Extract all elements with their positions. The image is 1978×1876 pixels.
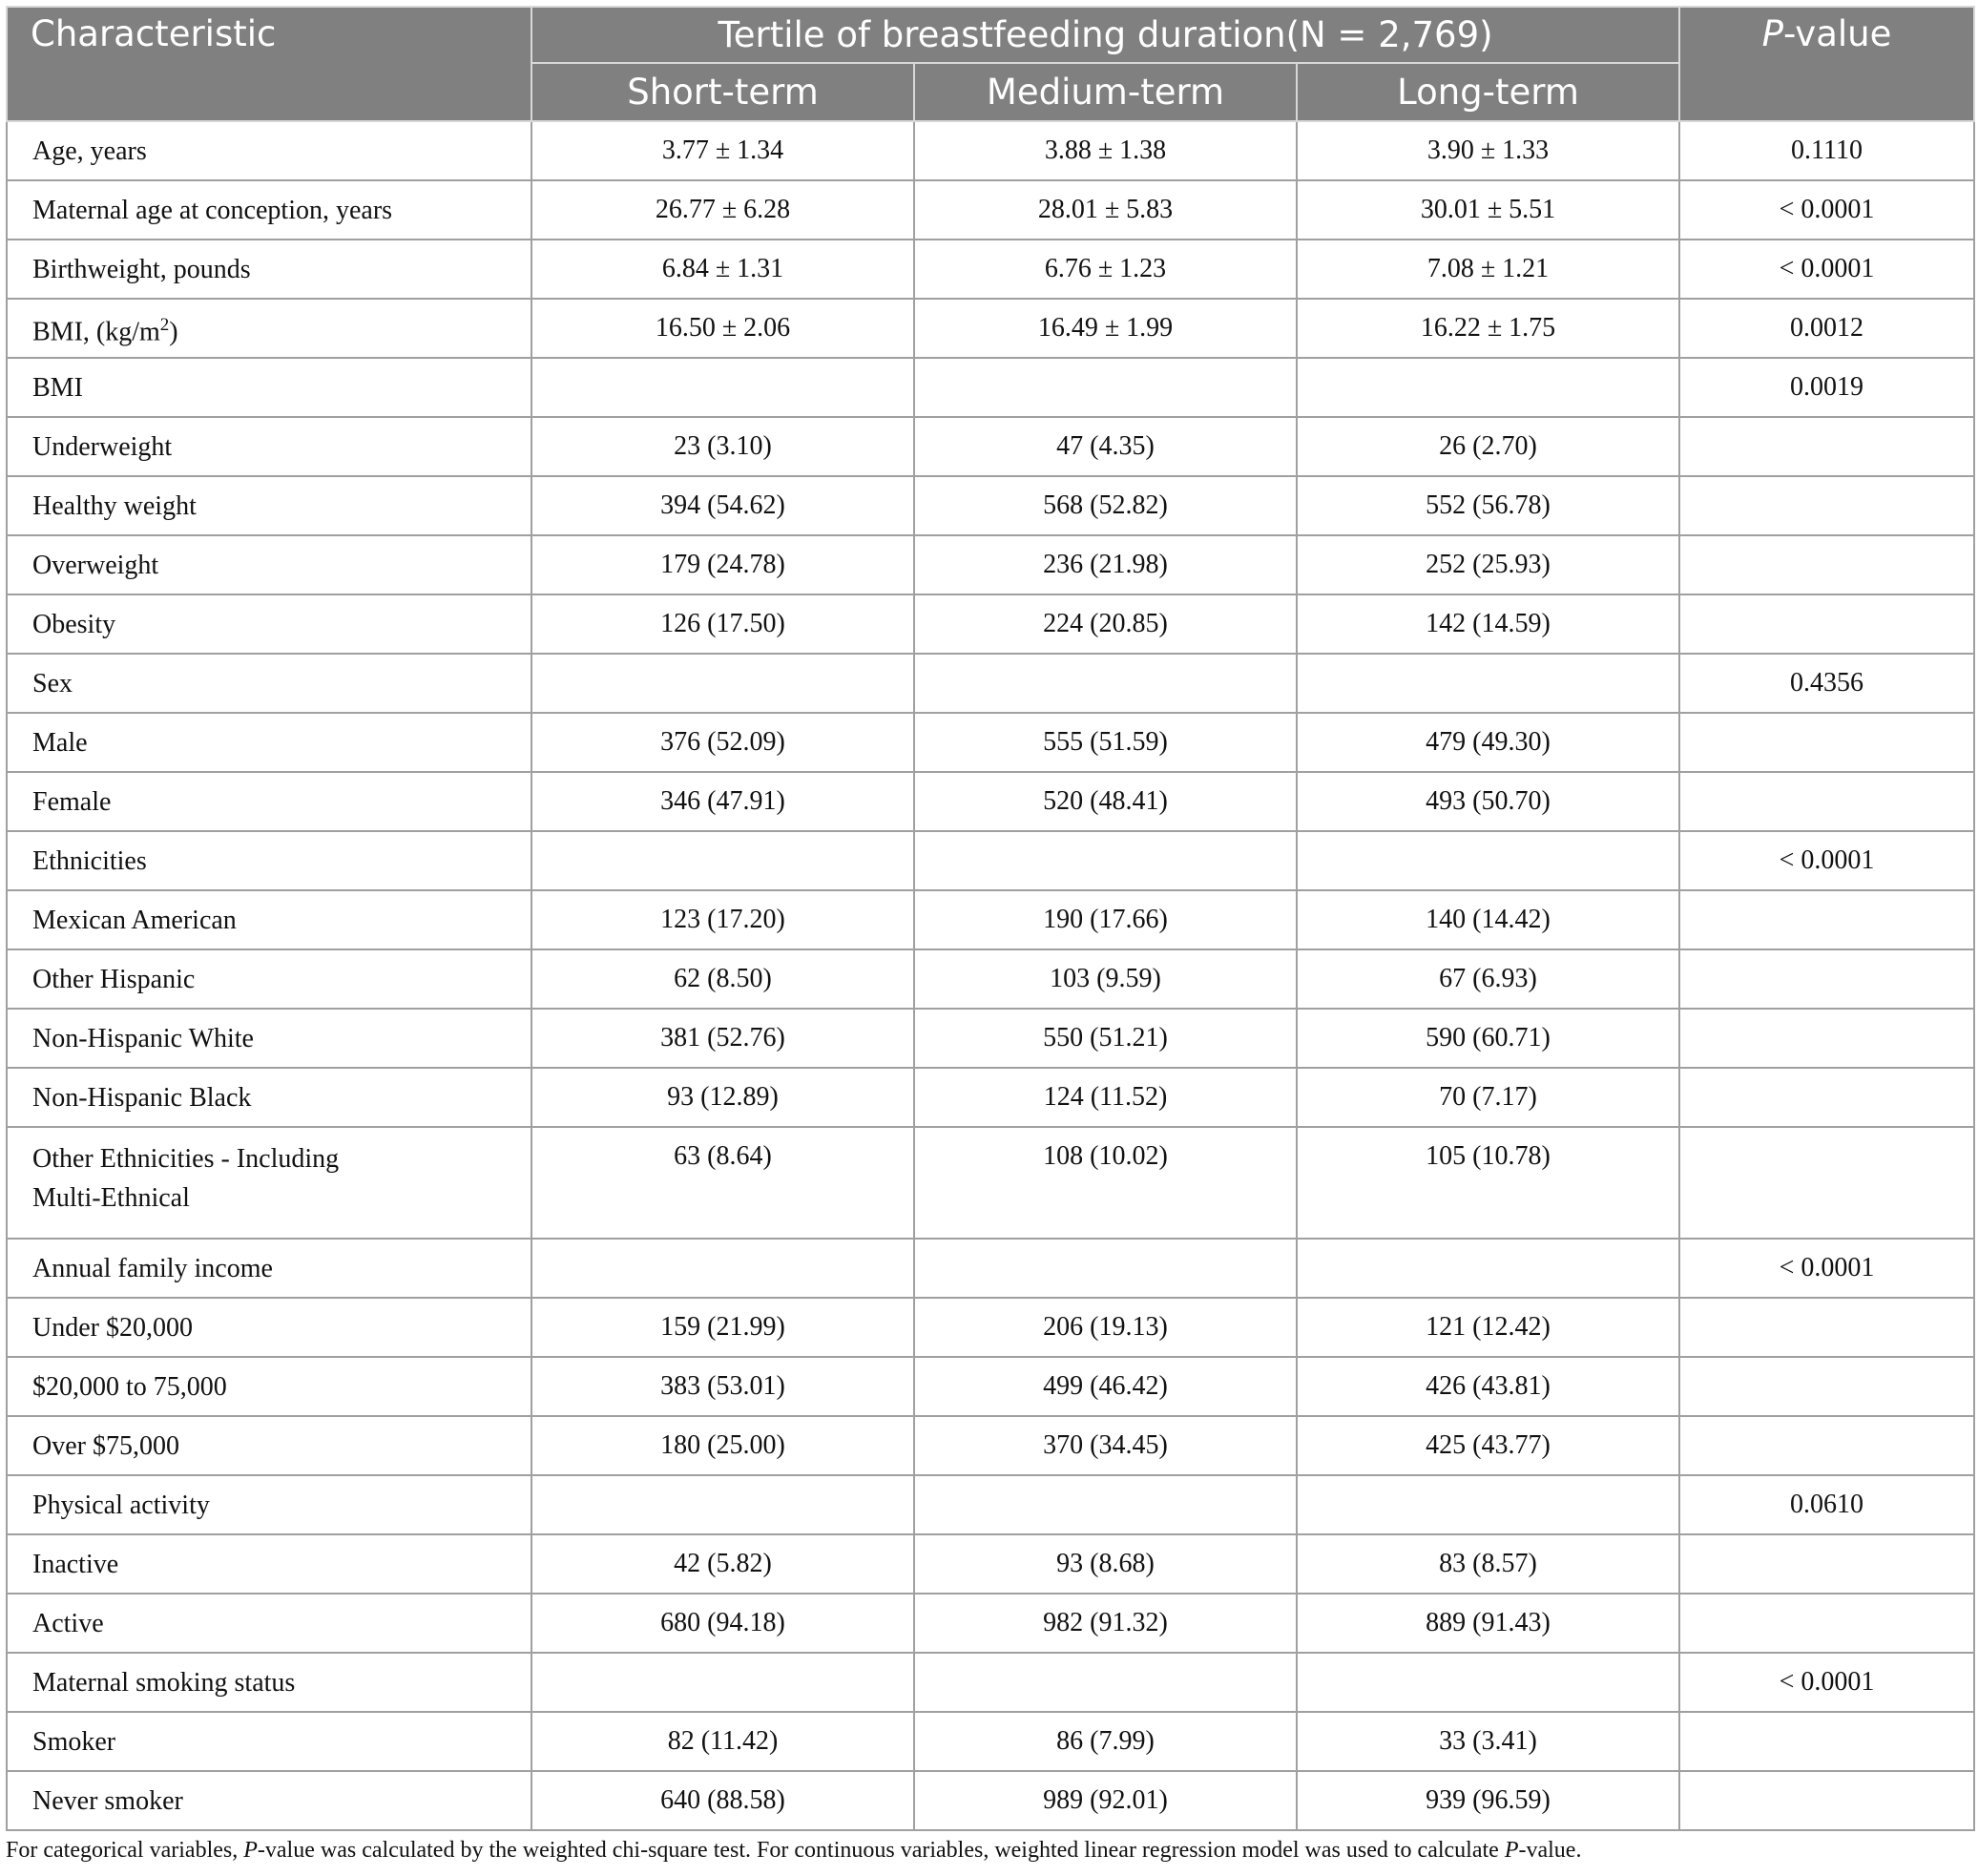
- row-label: Ethnicities: [7, 831, 531, 890]
- header-long-term: Long-term: [1297, 63, 1679, 121]
- cell-p-value: < 0.0001: [1679, 831, 1974, 890]
- cell-long-term: 939 (96.59): [1297, 1771, 1679, 1830]
- row-label: [7, 1127, 531, 1239]
- table-row: [7, 476, 1974, 535]
- row-label: Non-Hispanic White: [7, 1009, 531, 1068]
- table-row: [7, 1357, 1974, 1416]
- row-label: Under $20,000: [7, 1298, 531, 1357]
- cell-short-term: [531, 1475, 914, 1534]
- cell-long-term: 83 (8.57): [1297, 1534, 1679, 1594]
- table-row: [7, 831, 1974, 890]
- row-label: Never smoker: [7, 1771, 531, 1830]
- cell-long-term: 493 (50.70): [1297, 772, 1679, 831]
- cell-short-term: 179 (24.78): [531, 535, 914, 594]
- cell-long-term: [1297, 831, 1679, 890]
- cell-p-value: 0.1110: [1679, 121, 1974, 180]
- cell-long-term: [1297, 1653, 1679, 1712]
- row-label: Maternal smoking status: [7, 1653, 531, 1712]
- table-row: [7, 713, 1974, 772]
- cell-medium-term: 190 (17.66): [914, 890, 1297, 949]
- cell-medium-term: 370 (34.45): [914, 1416, 1297, 1475]
- table-row: [7, 417, 1974, 476]
- cell-medium-term: 108 (10.02): [914, 1127, 1297, 1239]
- cell-medium-term: 206 (19.13): [914, 1298, 1297, 1357]
- row-label: Male: [7, 713, 531, 772]
- row-label: Birthweight, pounds: [7, 240, 531, 299]
- header-medium-term: Medium-term: [914, 63, 1297, 121]
- header-p-italic: P: [1761, 13, 1783, 54]
- cell-p-value: 0.0019: [1679, 358, 1974, 417]
- table-row: [7, 654, 1974, 713]
- cell-short-term: [531, 831, 914, 890]
- cell-medium-term: 568 (52.82): [914, 476, 1297, 535]
- cell-long-term: 33 (3.41): [1297, 1712, 1679, 1771]
- row-label: Female: [7, 772, 531, 831]
- cell-short-term: 126 (17.50): [531, 594, 914, 654]
- cell-medium-term: 555 (51.59): [914, 713, 1297, 772]
- cell-p-value: [1679, 1534, 1974, 1594]
- cell-p-value: [1679, 1594, 1974, 1653]
- cell-short-term: 640 (88.58): [531, 1771, 914, 1830]
- table-row: [7, 594, 1974, 654]
- row-label: Sex: [7, 654, 531, 713]
- row-label: Mexican American: [7, 890, 531, 949]
- cell-long-term: 889 (91.43): [1297, 1594, 1679, 1653]
- cell-p-value: [1679, 476, 1974, 535]
- cell-p-value: 0.0012: [1679, 299, 1974, 358]
- cell-long-term: 121 (12.42): [1297, 1298, 1679, 1357]
- row-label: Annual family income: [7, 1239, 531, 1298]
- characteristics-table: [6, 6, 1975, 1831]
- table-row: [7, 535, 1974, 594]
- row-label: Overweight: [7, 535, 531, 594]
- header-characteristic: Characteristic: [7, 7, 531, 121]
- cell-medium-term: [914, 358, 1297, 417]
- cell-medium-term: [914, 1475, 1297, 1534]
- cell-medium-term: 6.76 ± 1.23: [914, 240, 1297, 299]
- cell-short-term: [531, 1239, 914, 1298]
- cell-long-term: 3.90 ± 1.33: [1297, 121, 1679, 180]
- cell-long-term: 70 (7.17): [1297, 1068, 1679, 1127]
- footnote-part1: For categorical variables,: [6, 1838, 244, 1863]
- cell-medium-term: 28.01 ± 5.83: [914, 180, 1297, 240]
- row-label: Other Hispanic: [7, 949, 531, 1009]
- cell-p-value: < 0.0001: [1679, 240, 1974, 299]
- cell-p-value: [1679, 1771, 1974, 1830]
- cell-medium-term: 236 (21.98): [914, 535, 1297, 594]
- cell-long-term: [1297, 1475, 1679, 1534]
- row-label: Non-Hispanic Black: [7, 1068, 531, 1127]
- cell-short-term: 376 (52.09): [531, 713, 914, 772]
- row-label: Maternal age at conception, years: [7, 180, 531, 240]
- table-row: [7, 240, 1974, 299]
- cell-p-value: 0.0610: [1679, 1475, 1974, 1534]
- cell-short-term: 23 (3.10): [531, 417, 914, 476]
- cell-long-term: 7.08 ± 1.21: [1297, 240, 1679, 299]
- cell-long-term: [1297, 1239, 1679, 1298]
- cell-p-value: [1679, 1357, 1974, 1416]
- table-row: [7, 180, 1974, 240]
- cell-medium-term: 520 (48.41): [914, 772, 1297, 831]
- row-label-line1: Other Ethnicities - Including: [32, 1144, 340, 1174]
- cell-p-value: [1679, 594, 1974, 654]
- cell-medium-term: 982 (91.32): [914, 1594, 1297, 1653]
- cell-long-term: 426 (43.81): [1297, 1357, 1679, 1416]
- cell-short-term: 394 (54.62): [531, 476, 914, 535]
- cell-short-term: 159 (21.99): [531, 1298, 914, 1357]
- cell-short-term: 3.77 ± 1.34: [531, 121, 914, 180]
- cell-long-term: 590 (60.71): [1297, 1009, 1679, 1068]
- cell-p-value: [1679, 1127, 1974, 1239]
- table-row: [7, 1009, 1974, 1068]
- cell-short-term: 42 (5.82): [531, 1534, 914, 1594]
- cell-p-value: [1679, 417, 1974, 476]
- cell-p-value: [1679, 772, 1974, 831]
- row-label-line2: Multi-Ethnical: [32, 1183, 190, 1213]
- row-label-superscript: 2: [159, 314, 170, 335]
- table-body: [7, 121, 1974, 1830]
- cell-long-term: 552 (56.78): [1297, 476, 1679, 535]
- table-row: [7, 1653, 1974, 1712]
- cell-p-value: [1679, 1416, 1974, 1475]
- row-label: BMI: [7, 358, 531, 417]
- header-p-rest: -value: [1782, 13, 1892, 54]
- table-row: [7, 1068, 1974, 1127]
- cell-medium-term: [914, 1653, 1297, 1712]
- cell-short-term: 383 (53.01): [531, 1357, 914, 1416]
- row-label-text-end: ): [169, 317, 178, 347]
- footnote-p1: P: [243, 1838, 258, 1863]
- footnote-part3: -value.: [1518, 1838, 1582, 1863]
- row-label: Over $75,000: [7, 1416, 531, 1475]
- table-footnote: [6, 1838, 1971, 1864]
- cell-short-term: [531, 1653, 914, 1712]
- row-label: Underweight: [7, 417, 531, 476]
- header-short-term: Short-term: [531, 63, 914, 121]
- row-label: [7, 299, 531, 358]
- cell-long-term: 252 (25.93): [1297, 535, 1679, 594]
- cell-short-term: 26.77 ± 6.28: [531, 180, 914, 240]
- cell-medium-term: 47 (4.35): [914, 417, 1297, 476]
- cell-short-term: 6.84 ± 1.31: [531, 240, 914, 299]
- table-container: [6, 6, 1973, 1831]
- table-row: [7, 121, 1974, 180]
- cell-long-term: 105 (10.78): [1297, 1127, 1679, 1239]
- cell-medium-term: 224 (20.85): [914, 594, 1297, 654]
- cell-medium-term: [914, 831, 1297, 890]
- cell-medium-term: 3.88 ± 1.38: [914, 121, 1297, 180]
- cell-medium-term: [914, 1239, 1297, 1298]
- cell-p-value: [1679, 535, 1974, 594]
- cell-long-term: 479 (49.30): [1297, 713, 1679, 772]
- cell-long-term: 26 (2.70): [1297, 417, 1679, 476]
- footnote-p2: P: [1504, 1838, 1519, 1863]
- cell-short-term: 93 (12.89): [531, 1068, 914, 1127]
- cell-short-term: 381 (52.76): [531, 1009, 914, 1068]
- table-row: [7, 890, 1974, 949]
- cell-long-term: 16.22 ± 1.75: [1297, 299, 1679, 358]
- cell-p-value: < 0.0001: [1679, 1239, 1974, 1298]
- header-p-value: [1679, 7, 1974, 121]
- header-group-title: Tertile of breastfeeding duration(N = 2,769): [531, 7, 1679, 63]
- cell-short-term: 63 (8.64): [531, 1127, 914, 1239]
- cell-medium-term: 93 (8.68): [914, 1534, 1297, 1594]
- cell-long-term: 425 (43.77): [1297, 1416, 1679, 1475]
- cell-p-value: < 0.0001: [1679, 1653, 1974, 1712]
- table-row: [7, 299, 1974, 358]
- cell-short-term: 680 (94.18): [531, 1594, 914, 1653]
- table-row: [7, 949, 1974, 1009]
- cell-long-term: [1297, 358, 1679, 417]
- cell-medium-term: 550 (51.21): [914, 1009, 1297, 1068]
- table-row: [7, 358, 1974, 417]
- cell-long-term: 67 (6.93): [1297, 949, 1679, 1009]
- cell-short-term: 180 (25.00): [531, 1416, 914, 1475]
- table-row: [7, 1416, 1974, 1475]
- row-label: Smoker: [7, 1712, 531, 1771]
- cell-p-value: [1679, 890, 1974, 949]
- cell-long-term: 30.01 ± 5.51: [1297, 180, 1679, 240]
- cell-p-value: 0.4356: [1679, 654, 1974, 713]
- row-label: Physical activity: [7, 1475, 531, 1534]
- table-row: [7, 1239, 1974, 1298]
- cell-long-term: [1297, 654, 1679, 713]
- cell-p-value: [1679, 949, 1974, 1009]
- row-label: Active: [7, 1594, 531, 1653]
- cell-p-value: [1679, 1712, 1974, 1771]
- cell-p-value: [1679, 1298, 1974, 1357]
- cell-short-term: [531, 654, 914, 713]
- table-row: [7, 1594, 1974, 1653]
- cell-p-value: [1679, 1068, 1974, 1127]
- cell-short-term: 82 (11.42): [531, 1712, 914, 1771]
- cell-short-term: 123 (17.20): [531, 890, 914, 949]
- cell-short-term: 346 (47.91): [531, 772, 914, 831]
- row-label: Healthy weight: [7, 476, 531, 535]
- cell-short-term: [531, 358, 914, 417]
- table-row: [7, 1298, 1974, 1357]
- cell-long-term: 140 (14.42): [1297, 890, 1679, 949]
- row-label: Inactive: [7, 1534, 531, 1594]
- row-label: Obesity: [7, 594, 531, 654]
- table-row: [7, 1475, 1974, 1534]
- table-row: [7, 1712, 1974, 1771]
- row-label-text: BMI, (kg/m: [32, 317, 160, 347]
- cell-short-term: 62 (8.50): [531, 949, 914, 1009]
- cell-p-value: [1679, 1009, 1974, 1068]
- table-row: [7, 772, 1974, 831]
- cell-medium-term: [914, 654, 1297, 713]
- cell-medium-term: 16.49 ± 1.99: [914, 299, 1297, 358]
- cell-medium-term: 124 (11.52): [914, 1068, 1297, 1127]
- cell-p-value: [1679, 713, 1974, 772]
- row-label: $20,000 to 75,000: [7, 1357, 531, 1416]
- cell-medium-term: 86 (7.99): [914, 1712, 1297, 1771]
- cell-medium-term: 499 (46.42): [914, 1357, 1297, 1416]
- cell-medium-term: 989 (92.01): [914, 1771, 1297, 1830]
- table-row: [7, 1534, 1974, 1594]
- cell-short-term: 16.50 ± 2.06: [531, 299, 914, 358]
- table-row: [7, 1127, 1974, 1239]
- row-label: Age, years: [7, 121, 531, 180]
- footnote-part2: -value was calculated by the weighted chi-square test. For continuous variables, weighted linear regression model was used to calculate: [257, 1838, 1505, 1863]
- cell-medium-term: 103 (9.59): [914, 949, 1297, 1009]
- table-row: [7, 1771, 1974, 1830]
- cell-long-term: 142 (14.59): [1297, 594, 1679, 654]
- cell-p-value: < 0.0001: [1679, 180, 1974, 240]
